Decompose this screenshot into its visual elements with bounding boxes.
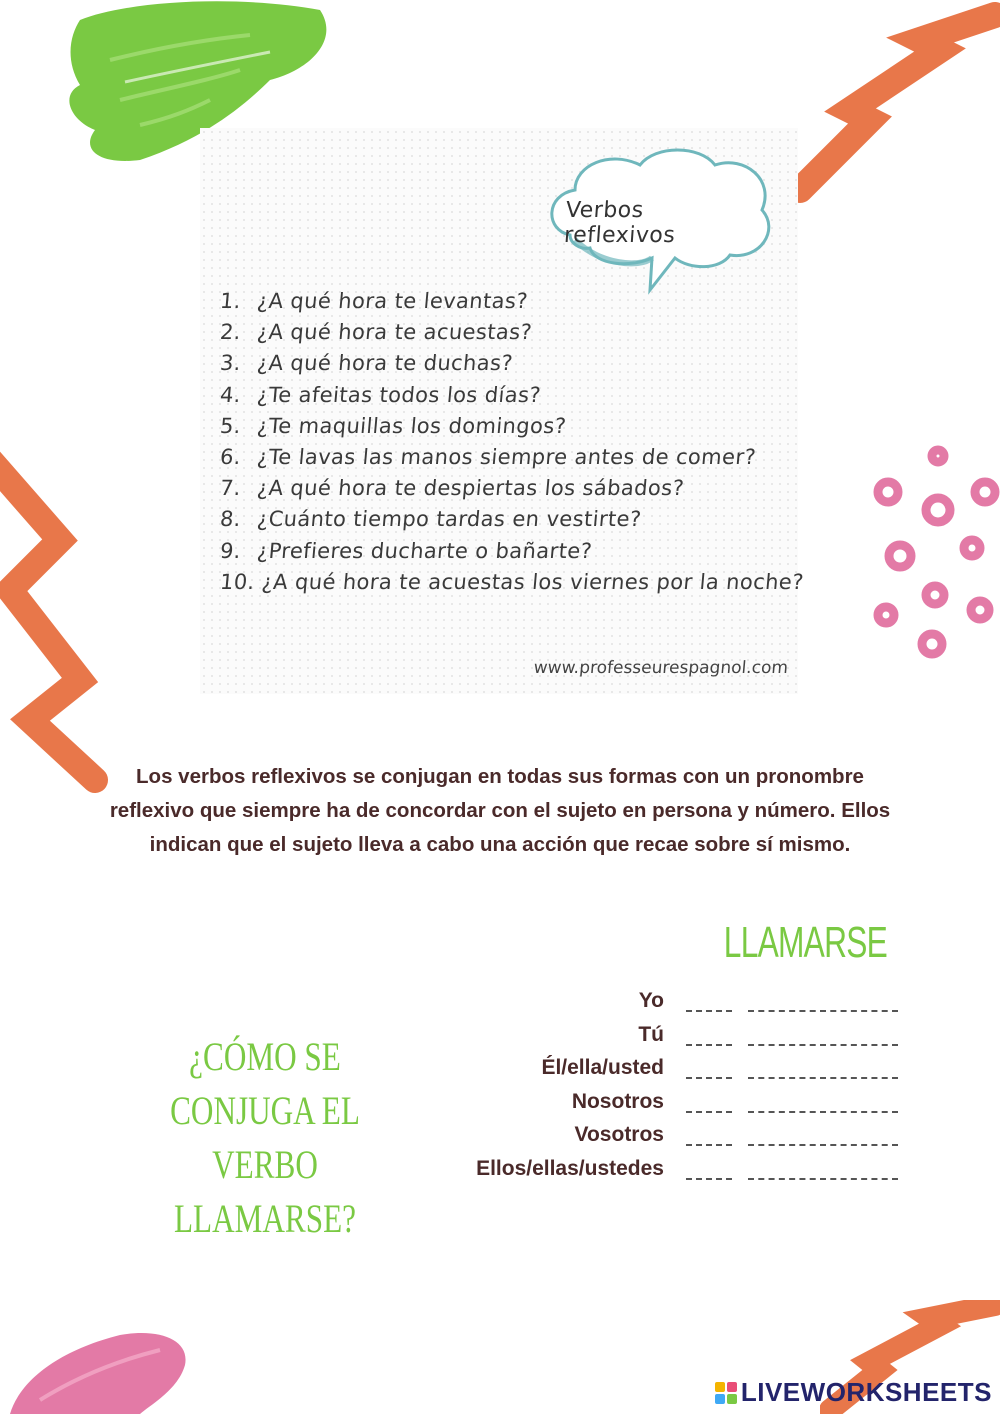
list-item: 3. ¿A qué hora te duchas? <box>219 351 515 376</box>
pronoun-blank[interactable] <box>686 1156 732 1180</box>
pronoun-label: Él/ella/usted <box>541 1056 664 1080</box>
verb-blank[interactable] <box>748 1156 898 1180</box>
liveworksheets-icon <box>715 1382 737 1404</box>
list-item: 2. ¿A qué hora te acuestas? <box>219 320 534 345</box>
conjugation-row <box>420 1018 920 1052</box>
explanation-paragraph: Los verbos reflexivos se conjugan en todas sus formas con un pronombre reflexivo que siempre ha de concordar con el sujeto en persona y número. Ellos indican que el sujeto lleva a cabo una acción que recae sobre sí mismo. <box>109 765 891 856</box>
questions-list <box>220 286 804 598</box>
verb-blank[interactable] <box>748 1089 898 1113</box>
verb-blank[interactable] <box>748 988 898 1012</box>
pink-dots-pattern <box>860 430 1000 670</box>
verb-title: LLAMARSE <box>723 918 888 967</box>
conjugation-table <box>420 984 920 1186</box>
list-item: 1. ¿A qué hora te levantas? <box>219 289 529 313</box>
pronoun-label: Nosotros <box>571 1089 664 1113</box>
pronoun-label: Vosotros <box>574 1123 664 1147</box>
orange-zigzag-top-right <box>790 0 1000 210</box>
brand-name: LIVEWORKSHEETS <box>740 1377 992 1407</box>
list-item: 4. ¿Te afeitas todos los días? <box>219 382 543 407</box>
conjugation-row <box>420 1152 920 1186</box>
pronoun-blank[interactable] <box>686 1055 732 1079</box>
pronoun-blank[interactable] <box>686 1022 732 1046</box>
conjugation-row <box>420 984 920 1018</box>
list-item: 6. ¿Te lavas las manos siempre antes de comer? <box>219 444 758 469</box>
list-item: 8. ¿Cuánto tiempo tardas en vestirte? <box>219 507 643 532</box>
list-item: 7. ¿A qué hora te despiertas los sábados? <box>219 476 686 501</box>
verb-blank[interactable] <box>748 1122 898 1146</box>
verb-blank[interactable] <box>748 1055 898 1079</box>
list-item: 5. ¿Te maquillas los domingos? <box>219 413 568 438</box>
conjugation-row <box>420 1118 920 1152</box>
pronoun-blank[interactable] <box>686 988 732 1012</box>
verb-blank[interactable] <box>748 1022 898 1046</box>
conjugation-row <box>420 1085 920 1119</box>
list-item: 9. ¿Prefieres ducharte o bañarte? <box>219 538 594 563</box>
pronoun-blank[interactable] <box>686 1089 732 1113</box>
source-url: www.professeurespagnol.com <box>532 658 789 678</box>
pronoun-label: Yo <box>638 989 664 1012</box>
orange-zigzag-left <box>0 440 110 800</box>
pink-brush-stroke <box>0 1320 200 1414</box>
cloud-title: Verbos reflexivos <box>563 198 677 248</box>
pronoun-label: Ellos/ellas/ustedes <box>476 1156 664 1180</box>
question-heading: ¿CÓMO SE CONJUGA EL VERBO LLAMARSE? <box>170 1034 360 1241</box>
pronoun-label: Tú <box>638 1022 664 1046</box>
conjugation-row <box>420 1051 920 1085</box>
pronoun-blank[interactable] <box>686 1122 732 1146</box>
list-item: 10. ¿A qué hora te acuestas los viernes por la noche? <box>219 569 805 594</box>
liveworksheets-logo[interactable] <box>715 1377 992 1408</box>
